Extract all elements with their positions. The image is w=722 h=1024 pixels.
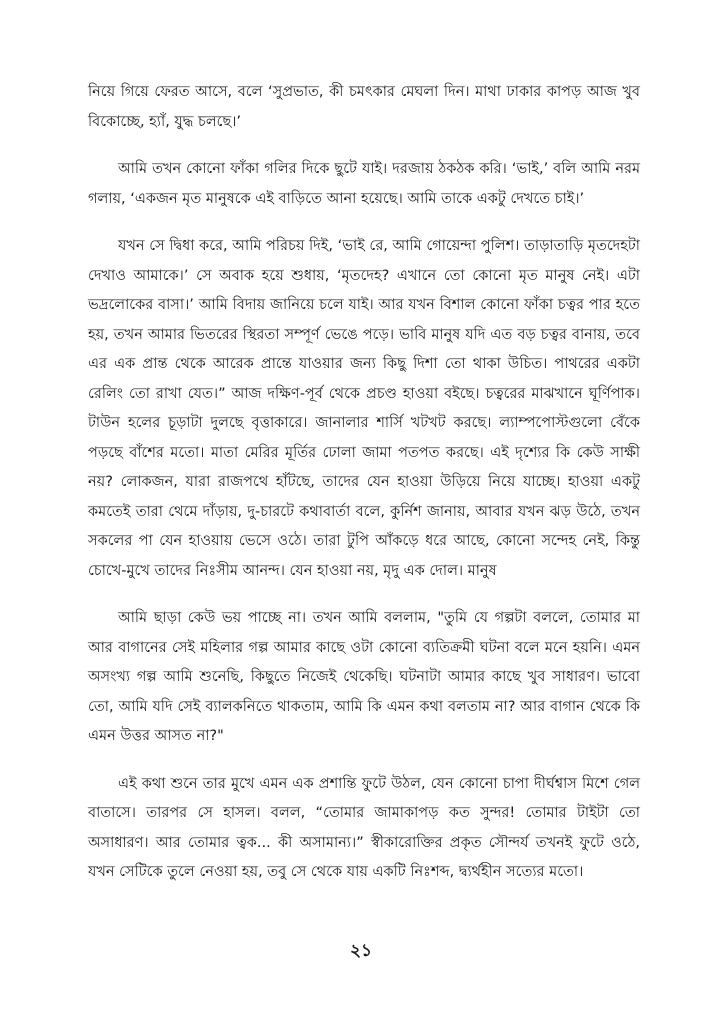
paragraph-1: নিয়ে গিয়ে ফেরত আসে, বলে ‘সুপ্রভাত, কী চমৎকার মেঘলা দিন। মাথা ঢাকার কাপড় আজ খুব বিকোচ্ছে, হ্যাঁ, যুদ্ধ চলছে।’	[88, 84, 640, 130]
paragraph-5: এই কথা শুনে তার মুখে এমন এক প্রশান্তি ফুটে উঠল, যেন কোনো চাপা দীর্ঘশ্বাস মিশে গেল বাতাসে। তারপর সে হাসল। বলল, “তোমার জামাকাপড় কত সুন্দর! তোমার টাইটা তো অসাধারণ। আর তোমার ত্বক... কী অসামান্য।” স্বীকারোক্তির প্রকৃত সৌন্দর্য তখনই ফুটে ওঠে, যখন সেটিকে তুলে নেওয়া হয়, তবু সে থেকে যায় একটি নিঃশব্দ, দ্ব্যর্থহীন সত্যের মতো।	[88, 775, 640, 880]
page-number: ২১	[349, 941, 373, 961]
paragraph-2: আমি তখন কোনো ফাঁকা গলির দিকে ছুটে যাই। দরজায় ঠকঠক করি। ‘ভাই,’ বলি আমি নরম গলায়, ‘একজন মৃত মানুষকে এই বাড়িতে আনা হয়েছে। আমি তাকে একটু দেখতে চাই।’	[88, 161, 640, 207]
paragraph-4: আমি ছাড়া কেউ ভয় পাচ্ছে না। তখন আমি বললাম, "তুমি যে গল্পটা বললে, তোমার মা আর বাগানের সেই মহিলার গল্প আমার কাছে ওটা কোনো ব্যতিক্রমী ঘটনা বলে মনে হয়নি। এমন অসংখ্য গল্প আমি শুনেছি, কিছুতে নিজেই থেকেছি। ঘটনাটা আমার কাছে খুব সাধারণ। ভাবো তো, আমি যদি সেই ব্যালকনিতে থাকতাম, আমি কি এমন কথা বলতাম না? আর বাগান থেকে কি এমন উত্তর আসত না?"	[88, 610, 640, 744]
page-body	[88, 78, 640, 906]
paragraph-3: যখন সে দ্বিধা করে, আমি পরিচয় দিই, ‘ভাই রে, আমি গোয়েন্দা পুলিশ। তাড়াতাড়ি মৃতদেহটা দেখাও আমাকে।’ সে অবাক হয়ে শুধায়, ‘মৃতদেহ? এখানে তো কোনো মৃত মানুষ নেই। এটা ভদ্রলোকের বাসা।’ আমি বিদায় জানিয়ে চলে যাই। আর যখন বিশাল কোনো ফাঁকা চত্বর পার হতে হয়, তখন আমার ভিতরের স্থিরতা সম্পূর্ণ ভেঙে পড়ে। ভাবি মানুষ যদি এত বড় চত্বর বানায়, তবে এর এক প্রান্ত থেকে আরেক প্রান্তে যাওয়ার জন্য কিছু দিশা তো থাকা উচিত। পাথরের একটা রেলিং তো রাখা যেত।” আজ দক্ষিণ-পূর্ব থেকে প্রচণ্ড হাওয়া বইছে। চত্বরের মাঝখানে ঘূর্ণিপাক। টাউন হলের চূড়াটা দুলছে বৃত্তাকারে। জানালার শার্সি খটখট করছে। ল্যাম্পপোস্টগুলো বেঁকে পড়ছে বাঁশের মতো। মাতা মেরির মূর্তির ঢোলা জামা পতপত করছে। এই দৃশ্যের কি কেউ সাক্ষী নয়? লোকজন, যারা রাজপথে হাঁটছে, তাদের যেন হাওয়া উড়িয়ে নিয়ে যাচ্ছে। হাওয়া একটু কমতেই তারা থেমে দাঁড়ায়, দু-চারটে কথাবার্তা বলে, কুর্নিশ জানায়, আবার যখন ঝড় উঠে, তখন সকলের পা যেন হাওয়ায় ভেসে ওঠে। তারা টুপি আঁকড়ে ধরে আছে, কোনো সন্দেহ নেই, কিন্তু চোখে-মুখে তাদের নিঃসীম আনন্দ। যেন হাওয়া নয়, মৃদু এক দোল। মানুষ	[88, 238, 640, 579]
